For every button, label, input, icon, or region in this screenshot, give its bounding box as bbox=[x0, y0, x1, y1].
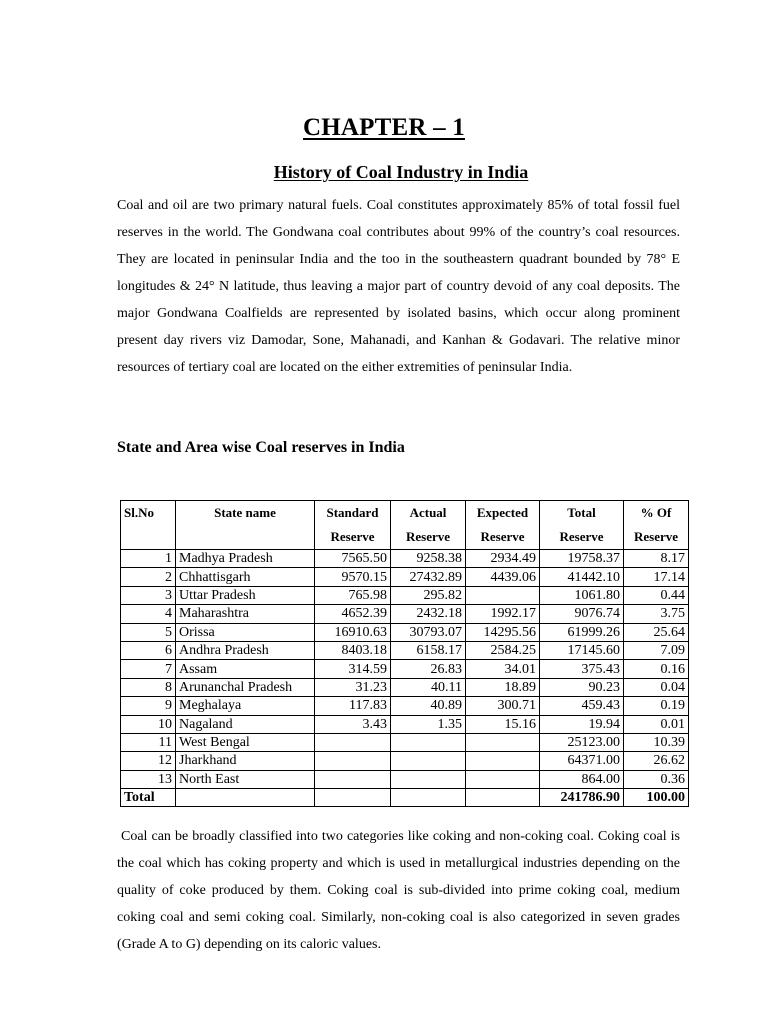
cell-expected bbox=[466, 770, 540, 788]
cell-state: Meghalaya bbox=[176, 697, 315, 715]
cell-empty bbox=[391, 789, 466, 807]
cell-total: 41442.10 bbox=[540, 568, 624, 586]
cell-total: 19.94 bbox=[540, 715, 624, 733]
cell-slno: 2 bbox=[121, 568, 176, 586]
cell-total: 64371.00 bbox=[540, 752, 624, 770]
cell-standard: 8403.18 bbox=[315, 641, 391, 659]
cell-standard bbox=[315, 733, 391, 751]
cell-total: 19758.37 bbox=[540, 550, 624, 568]
cell-total: 90.23 bbox=[540, 678, 624, 696]
cell-actual: 40.89 bbox=[391, 697, 466, 715]
cell-slno: 6 bbox=[121, 641, 176, 659]
cell-slno: 11 bbox=[121, 733, 176, 751]
cell-actual: 6158.17 bbox=[391, 641, 466, 659]
intro-paragraph: Coal and oil are two primary natural fuels. Coal constitutes approximately 85% of total fossil fuel reserves in the world. The Gondwana coal contributes about 99% of the country’s coal resources. They are located in peninsular India and the too in the southeastern quadrant bounded by 78° E longitudes & 24° N latitude, thus leaving a major part of country devoid of any coal deposits. The major Gondwana Coalfields are represented by isolated basins, which occur along prominent present day rivers viz Damodar, Sone, Mahanadi, and Kanhan & Godavari. The relative minor resources of tertiary coal are located on the either extremities of peninsular India. bbox=[117, 198, 680, 375]
cell-standard: 765.98 bbox=[315, 586, 391, 604]
cell-actual: 30793.07 bbox=[391, 623, 466, 641]
table-total-row bbox=[121, 789, 689, 807]
cell-empty bbox=[176, 789, 315, 807]
cell-state: Madhya Pradesh bbox=[176, 550, 315, 568]
header-total-reserve: Total Reserve bbox=[540, 501, 624, 550]
table-row bbox=[121, 697, 689, 715]
table-row bbox=[121, 660, 689, 678]
cell-percent: 17.14 bbox=[624, 568, 689, 586]
cell-state: Uttar Pradesh bbox=[176, 586, 315, 604]
table-row bbox=[121, 568, 689, 586]
cell-empty bbox=[315, 789, 391, 807]
cell-actual: 40.11 bbox=[391, 678, 466, 696]
cell-expected bbox=[466, 733, 540, 751]
cell-state: Nagaland bbox=[176, 715, 315, 733]
table-row bbox=[121, 550, 689, 568]
header-percent-reserve: % Of Reserve bbox=[624, 501, 689, 550]
header-standard-reserve: Standard Reserve bbox=[315, 501, 391, 550]
cell-standard: 314.59 bbox=[315, 660, 391, 678]
cell-percent: 0.01 bbox=[624, 715, 689, 733]
cell-percent: 26.62 bbox=[624, 752, 689, 770]
cell-expected bbox=[466, 586, 540, 604]
cell-actual: 26.83 bbox=[391, 660, 466, 678]
cell-total: 61999.26 bbox=[540, 623, 624, 641]
cell-actual: 1.35 bbox=[391, 715, 466, 733]
cell-slno: 8 bbox=[121, 678, 176, 696]
table-row bbox=[121, 605, 689, 623]
cell-slno: 13 bbox=[121, 770, 176, 788]
cell-state: Arunanchal Pradesh bbox=[176, 678, 315, 696]
header-state-name: State name bbox=[176, 501, 315, 550]
table-row bbox=[121, 678, 689, 696]
cell-percent: 0.16 bbox=[624, 660, 689, 678]
cell-actual bbox=[391, 770, 466, 788]
cell-total: 9076.74 bbox=[540, 605, 624, 623]
table-row bbox=[121, 623, 689, 641]
cell-expected: 300.71 bbox=[466, 697, 540, 715]
table-row bbox=[121, 733, 689, 751]
cell-standard: 117.83 bbox=[315, 697, 391, 715]
header-slno: Sl.No bbox=[121, 501, 176, 550]
total-label: Total bbox=[121, 789, 176, 807]
section-heading: State and Area wise Coal reserves in India bbox=[117, 439, 405, 456]
table-row bbox=[121, 586, 689, 604]
cell-slno: 10 bbox=[121, 715, 176, 733]
cell-total: 459.43 bbox=[540, 697, 624, 715]
cell-expected: 1992.17 bbox=[466, 605, 540, 623]
total-percent-value: 100.00 bbox=[624, 789, 689, 807]
cell-percent: 0.04 bbox=[624, 678, 689, 696]
cell-expected: 2584.25 bbox=[466, 641, 540, 659]
header-actual-reserve: Actual Reserve bbox=[391, 501, 466, 550]
cell-slno: 9 bbox=[121, 697, 176, 715]
cell-state: Assam bbox=[176, 660, 315, 678]
cell-total: 25123.00 bbox=[540, 733, 624, 751]
cell-total: 864.00 bbox=[540, 770, 624, 788]
cell-expected: 14295.56 bbox=[466, 623, 540, 641]
cell-percent: 7.09 bbox=[624, 641, 689, 659]
cell-expected: 18.89 bbox=[466, 678, 540, 696]
cell-expected: 2934.49 bbox=[466, 550, 540, 568]
cell-total: 1061.80 bbox=[540, 586, 624, 604]
cell-percent: 0.44 bbox=[624, 586, 689, 604]
cell-percent: 25.64 bbox=[624, 623, 689, 641]
cell-standard: 31.23 bbox=[315, 678, 391, 696]
coal-reserves-table bbox=[120, 500, 689, 807]
cell-actual bbox=[391, 752, 466, 770]
cell-expected: 34.01 bbox=[466, 660, 540, 678]
cell-state: North East bbox=[176, 770, 315, 788]
cell-slno: 5 bbox=[121, 623, 176, 641]
total-reserve-value: 241786.90 bbox=[540, 789, 624, 807]
chapter-title: CHAPTER – 1 bbox=[303, 114, 465, 141]
cell-standard bbox=[315, 752, 391, 770]
cell-percent: 0.19 bbox=[624, 697, 689, 715]
cell-expected: 4439.06 bbox=[466, 568, 540, 586]
cell-expected bbox=[466, 752, 540, 770]
cell-standard: 3.43 bbox=[315, 715, 391, 733]
cell-slno: 12 bbox=[121, 752, 176, 770]
cell-slno: 1 bbox=[121, 550, 176, 568]
cell-percent: 8.17 bbox=[624, 550, 689, 568]
cell-slno: 7 bbox=[121, 660, 176, 678]
cell-slno: 3 bbox=[121, 586, 176, 604]
cell-state: Maharashtra bbox=[176, 605, 315, 623]
cell-total: 375.43 bbox=[540, 660, 624, 678]
table-row bbox=[121, 770, 689, 788]
cell-standard: 7565.50 bbox=[315, 550, 391, 568]
cell-state: Chhattisgarh bbox=[176, 568, 315, 586]
cell-percent: 3.75 bbox=[624, 605, 689, 623]
cell-percent: 0.36 bbox=[624, 770, 689, 788]
cell-empty bbox=[466, 789, 540, 807]
cell-state: West Bengal bbox=[176, 733, 315, 751]
table-row bbox=[121, 641, 689, 659]
cell-standard: 16910.63 bbox=[315, 623, 391, 641]
table-row bbox=[121, 752, 689, 770]
cell-standard: 4652.39 bbox=[315, 605, 391, 623]
cell-actual: 9258.38 bbox=[391, 550, 466, 568]
table-row bbox=[121, 715, 689, 733]
cell-state: Andhra Pradesh bbox=[176, 641, 315, 659]
cell-slno: 4 bbox=[121, 605, 176, 623]
table-header-row bbox=[121, 501, 689, 550]
cell-actual: 2432.18 bbox=[391, 605, 466, 623]
cell-actual bbox=[391, 733, 466, 751]
cell-actual: 27432.89 bbox=[391, 568, 466, 586]
cell-state: Jharkhand bbox=[176, 752, 315, 770]
header-expected-reserve: Expected Reserve bbox=[466, 501, 540, 550]
cell-standard bbox=[315, 770, 391, 788]
cell-percent: 10.39 bbox=[624, 733, 689, 751]
document-subtitle: History of Coal Industry in India bbox=[273, 162, 529, 182]
closing-paragraph: Coal can be broadly classified into two categories like coking and non-coking coal. Coking coal is the coal which has coking property and which is used in metallurgical industries depending on the quality of coke produced by them. Coking coal is sub-divided into prime coking coal, medium coking coal and semi coking coal. Similarly, non-coking coal is also categorized in seven grades (Grade A to G) depending on its caloric values. bbox=[117, 829, 680, 952]
cell-actual: 295.82 bbox=[391, 586, 466, 604]
cell-expected: 15.16 bbox=[466, 715, 540, 733]
cell-state: Orissa bbox=[176, 623, 315, 641]
cell-standard: 9570.15 bbox=[315, 568, 391, 586]
cell-total: 17145.60 bbox=[540, 641, 624, 659]
